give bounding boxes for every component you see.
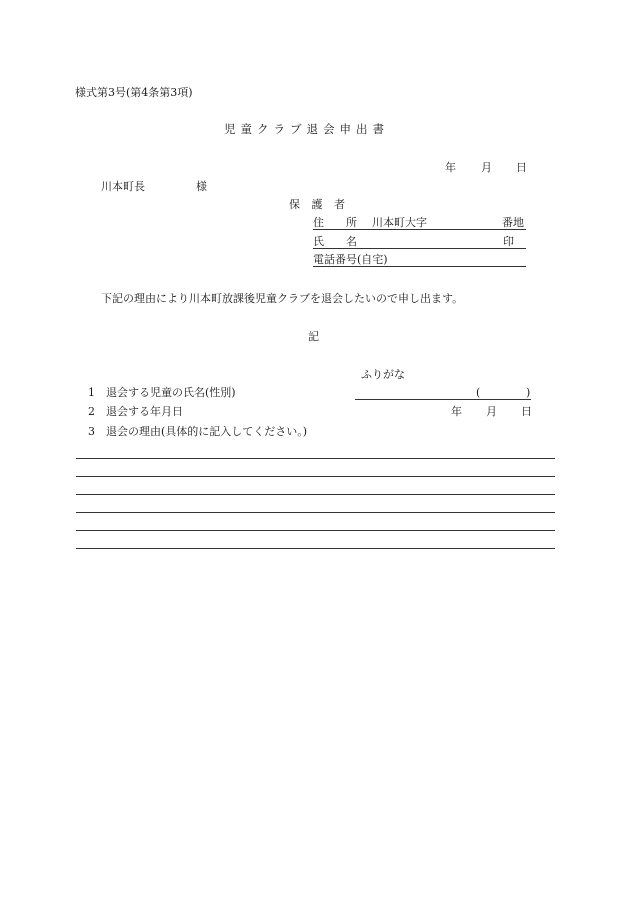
guardian-name-label: 氏 名 <box>313 235 357 248</box>
address-label: 住 所 <box>313 216 357 229</box>
reason-line-2[interactable] <box>76 476 555 477</box>
reason-line-6[interactable] <box>76 548 555 549</box>
phone-label: 電話番号(自宅) <box>313 253 388 266</box>
child-name-field[interactable] <box>355 399 531 400</box>
addressee-name: 川本町長 <box>101 180 145 193</box>
withdraw-month-label: 月 <box>486 405 497 418</box>
withdraw-year-label: 年 <box>451 405 462 418</box>
reason-line-1[interactable] <box>76 458 555 459</box>
page-title: 児童クラブ退会申出書 <box>224 122 389 136</box>
addressee-honorific: 様 <box>196 180 207 193</box>
reason-line-3[interactable] <box>76 494 555 495</box>
date-month-label: 月 <box>481 161 492 174</box>
withdraw-day-label: 日 <box>521 405 532 418</box>
item-3-label: 退会の理由(具体的に記入してください。) <box>106 425 308 438</box>
reason-line-5[interactable] <box>76 530 555 531</box>
furigana-label: ふりがな <box>361 368 405 381</box>
ki-heading: 記 <box>308 330 319 343</box>
reason-line-4[interactable] <box>76 512 555 513</box>
gender-paren-close: ) <box>526 386 531 399</box>
address-prefix: 川本町大字 <box>372 216 427 229</box>
item-2-number: 2 <box>88 405 95 418</box>
phone-field[interactable] <box>313 266 526 267</box>
item-1-label: 退会する児童の氏名(性別) <box>106 386 236 399</box>
address-field[interactable] <box>313 229 526 230</box>
date-year-label: 年 <box>445 161 456 174</box>
address-suffix: 番地 <box>502 216 524 229</box>
gender-paren-open: ( <box>476 386 481 399</box>
seal-mark: 印 <box>503 235 514 248</box>
date-day-label: 日 <box>516 161 527 174</box>
form-number: 様式第3号(第4条第3項) <box>75 86 193 99</box>
guardian-heading: 保 護 者 <box>289 198 349 211</box>
guardian-name-field[interactable] <box>313 248 526 249</box>
statement-text: 下記の理由により川本町放課後児童クラブを退会したいので申し出ます。 <box>101 292 464 305</box>
item-2-label: 退会する年月日 <box>106 405 183 418</box>
item-3-number: 3 <box>88 425 95 438</box>
item-1-number: 1 <box>88 386 95 399</box>
